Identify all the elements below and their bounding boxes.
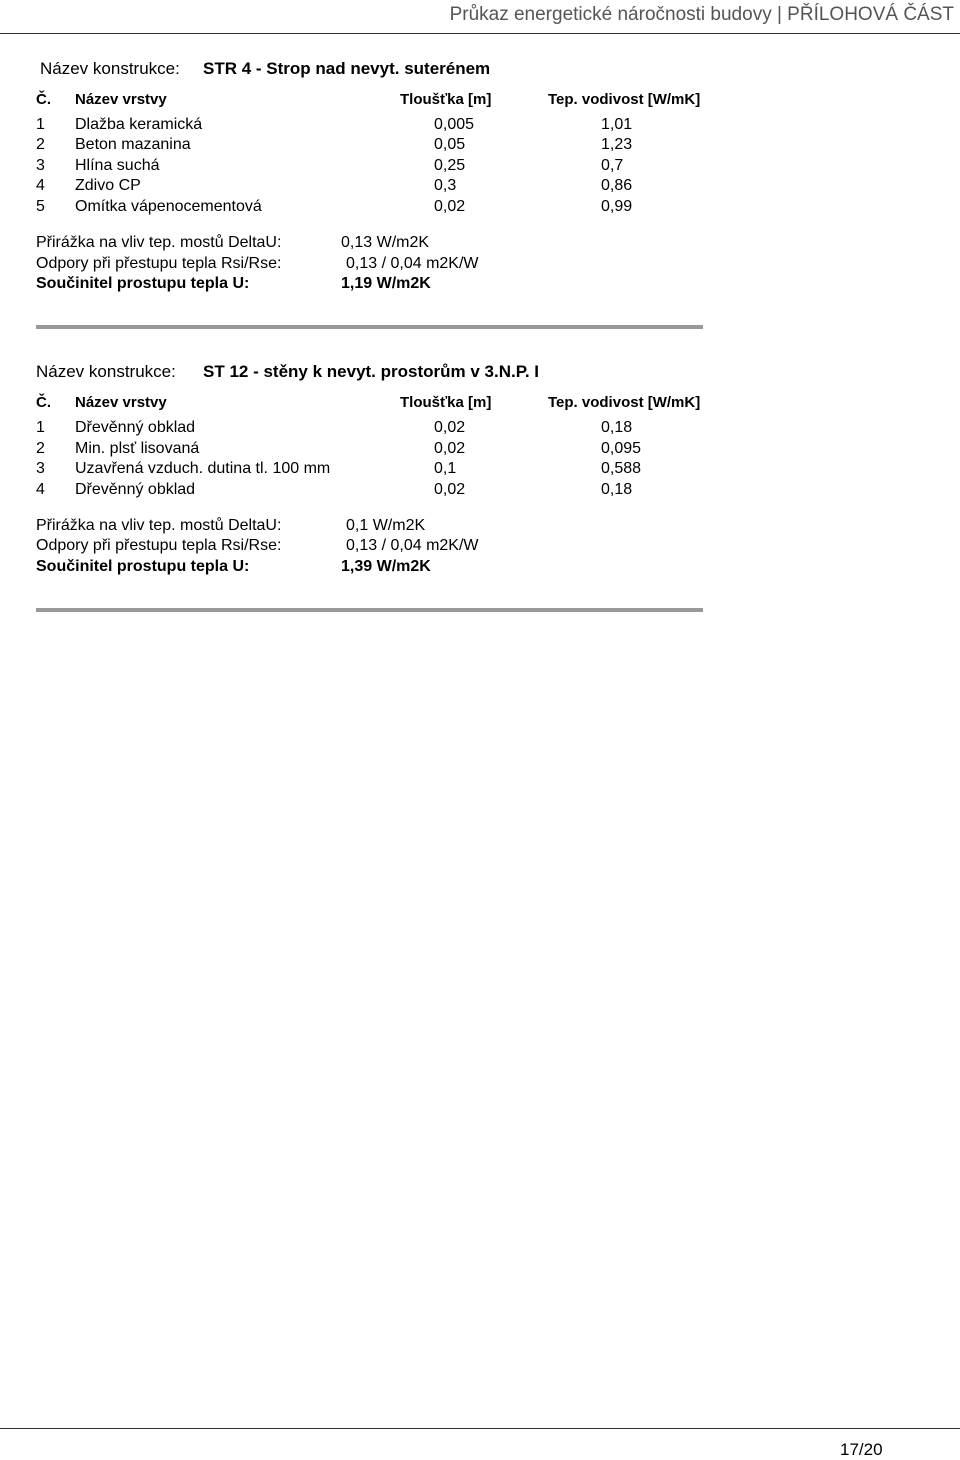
layer-number: 3 — [36, 157, 45, 174]
layer-name: Min. plsť lisovaná — [75, 440, 200, 457]
layer-thickness: 0,02 — [434, 419, 466, 436]
surface-resistance-value: 0,13 / 0,04 m2K/W — [346, 537, 479, 554]
layer-thickness: 0,02 — [434, 440, 466, 457]
layer-thickness: 0,005 — [434, 116, 475, 133]
page-number: 17/20 — [840, 1440, 883, 1459]
layer-number: 4 — [36, 481, 45, 498]
layer-number: 2 — [36, 440, 45, 457]
u-value-value: 1,39 W/m2K — [341, 558, 431, 575]
surface-resistance-label: Odpory při přestupu tepla Rsi/Rse: — [36, 255, 282, 272]
layer-number: 2 — [36, 136, 45, 153]
layer-conductivity: 0,86 — [601, 177, 633, 194]
layer-number: 1 — [36, 116, 45, 133]
column-header-layer-name: Název vrstvy — [75, 91, 167, 108]
layer-number: 1 — [36, 419, 45, 436]
thermal-bridge-label: Přirážka na vliv tep. mostů DeltaU: — [36, 234, 282, 251]
construction-name-value: STR 4 - Strop nad nevyt. suterénem — [203, 59, 491, 78]
column-header-layer-name: Název vrstvy — [75, 394, 167, 411]
layer-name: Dřevěnný obklad — [75, 419, 196, 436]
construction-name-label: Název konstrukce: — [36, 362, 176, 381]
column-header-number: Č. — [36, 394, 51, 411]
column-header-conductivity: Tep. vodivost [W/mK] — [548, 394, 701, 411]
layer-conductivity: 0,18 — [601, 419, 633, 436]
layer-conductivity: 0,99 — [601, 198, 633, 215]
layer-number: 4 — [36, 177, 45, 194]
layer-conductivity: 0,18 — [601, 481, 633, 498]
surface-resistance-label: Odpory při přestupu tepla Rsi/Rse: — [36, 537, 282, 554]
layer-conductivity: 1,23 — [601, 136, 633, 153]
layer-conductivity: 0,095 — [601, 440, 642, 457]
construction-name-label: Název konstrukce: — [40, 59, 180, 78]
thermal-bridge-value: 0,1 W/m2K — [346, 517, 426, 534]
layer-thickness: 0,3 — [434, 177, 457, 194]
thermal-bridge-value: 0,13 W/m2K — [341, 234, 430, 251]
thermal-bridge-label: Přirážka na vliv tep. mostů DeltaU: — [36, 517, 282, 534]
layer-thickness: 0,05 — [434, 136, 466, 153]
layer-conductivity: 1,01 — [601, 116, 633, 133]
section-divider — [36, 325, 703, 329]
layer-number: 3 — [36, 460, 45, 477]
u-value-label: Součinitel prostupu tepla U: — [36, 558, 250, 575]
layer-name: Dlažba keramická — [75, 116, 203, 133]
layer-thickness: 0,1 — [434, 460, 457, 477]
layer-conductivity: 0,7 — [601, 157, 624, 174]
layer-name: Beton mazanina — [75, 136, 191, 153]
layer-name: Dřevěnný obklad — [75, 481, 196, 498]
section-divider — [36, 608, 703, 612]
layer-name: Zdivo CP — [75, 177, 141, 194]
layer-thickness: 0,02 — [434, 481, 466, 498]
u-value-label: Součinitel prostupu tepla U: — [36, 275, 250, 292]
layer-number: 5 — [36, 198, 45, 215]
footer-divider — [0, 1428, 960, 1429]
layer-name: Hlína suchá — [75, 157, 160, 174]
layer-name: Uzavřená vzduch. dutina tl. 100 mm — [75, 460, 331, 477]
u-value-value: 1,19 W/m2K — [341, 275, 431, 292]
column-header-conductivity: Tep. vodivost [W/mK] — [548, 91, 701, 108]
document-title: Průkaz energetické náročnosti budovy | PŘÍLOHOVÁ ČÁST — [449, 4, 954, 25]
layer-name: Omítka vápenocementová — [75, 198, 262, 215]
surface-resistance-value: 0,13 / 0,04 m2K/W — [346, 255, 479, 272]
column-header-thickness: Tloušťka [m] — [400, 394, 492, 411]
layer-thickness: 0,25 — [434, 157, 466, 174]
layer-thickness: 0,02 — [434, 198, 466, 215]
column-header-number: Č. — [36, 91, 51, 108]
header-divider — [0, 33, 960, 34]
column-header-thickness: Tloušťka [m] — [400, 91, 492, 108]
construction-name-value: ST 12 - stěny k nevyt. prostorům v 3.N.P. I — [203, 362, 540, 381]
layer-conductivity: 0,588 — [601, 460, 642, 477]
